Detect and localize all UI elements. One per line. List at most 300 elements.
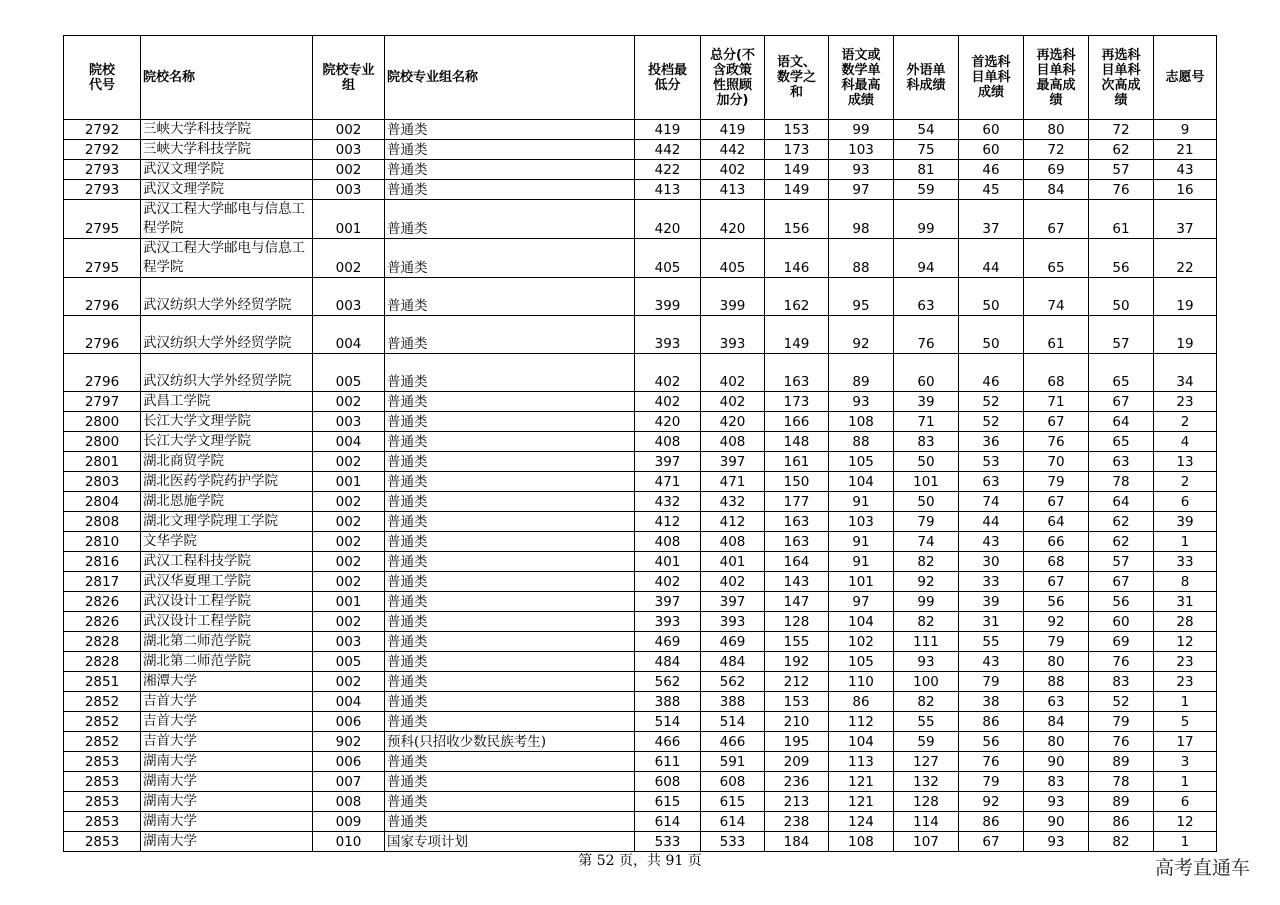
cell-min-score: 402 [635, 354, 701, 392]
cell-chinese-math-sum: 236 [765, 772, 829, 792]
cell-preference-no: 39 [1154, 512, 1217, 532]
cell-foreign-language: 54 [894, 120, 959, 140]
cell-total-score: 469 [701, 632, 765, 652]
cell-elective-second: 62 [1089, 512, 1154, 532]
cell-elective-max: 67 [1024, 200, 1089, 239]
cell-elective-second: 76 [1089, 180, 1154, 200]
cell-preference-no: 19 [1154, 278, 1217, 316]
cell-total-score: 413 [701, 180, 765, 200]
cell-foreign-language: 75 [894, 140, 959, 160]
cell-elective-second: 62 [1089, 140, 1154, 160]
cell-school-name: 吉首大学 [141, 712, 313, 732]
table-row [64, 354, 1217, 392]
cell-first-subject: 43 [959, 652, 1024, 672]
cell-total-score: 432 [701, 492, 765, 512]
cell-school-name: 武汉文理学院 [141, 160, 313, 180]
cell-school-code: 2828 [64, 632, 141, 652]
header-row [64, 36, 1217, 120]
header-first-subject: 首选科 目单科 成绩 [959, 36, 1024, 120]
cell-chinese-math-max: 121 [829, 772, 894, 792]
cell-total-score: 397 [701, 592, 765, 612]
page-number: 第 52 页，共 91 页 [578, 853, 702, 869]
cell-chinese-math-max: 101 [829, 572, 894, 592]
cell-preference-no: 1 [1154, 832, 1217, 852]
cell-chinese-math-sum: 155 [765, 632, 829, 652]
table-row [64, 712, 1217, 732]
cell-major-group: 006 [313, 712, 385, 732]
cell-major-group-name: 国家专项计划 [385, 832, 635, 852]
cell-foreign-language: 99 [894, 200, 959, 239]
cell-chinese-math-max: 108 [829, 832, 894, 852]
cell-min-score: 399 [635, 278, 701, 316]
cell-foreign-language: 107 [894, 832, 959, 852]
cell-chinese-math-max: 91 [829, 492, 894, 512]
cell-total-score: 514 [701, 712, 765, 732]
cell-min-score: 466 [635, 732, 701, 752]
cell-chinese-math-sum: 146 [765, 239, 829, 278]
cell-total-score: 397 [701, 452, 765, 472]
cell-first-subject: 60 [959, 140, 1024, 160]
cell-school-name: 湖北第二师范学院 [141, 652, 313, 672]
table-row [64, 792, 1217, 812]
cell-major-group: 002 [313, 552, 385, 572]
table-row [64, 180, 1217, 200]
cell-school-name: 长江大学文理学院 [141, 412, 313, 432]
cell-school-name: 湖北文理学院理工学院 [141, 512, 313, 532]
cell-major-group-name: 普通类 [385, 632, 635, 652]
cell-foreign-language: 59 [894, 732, 959, 752]
cell-foreign-language: 55 [894, 712, 959, 732]
table-row [64, 672, 1217, 692]
cell-school-name: 湖南大学 [141, 832, 313, 852]
cell-foreign-language: 74 [894, 532, 959, 552]
cell-chinese-math-sum: 156 [765, 200, 829, 239]
cell-total-score: 615 [701, 792, 765, 812]
cell-preference-no: 9 [1154, 120, 1217, 140]
cell-major-group-name: 普通类 [385, 412, 635, 432]
cell-school-code: 2800 [64, 412, 141, 432]
cell-preference-no: 1 [1154, 532, 1217, 552]
cell-school-code: 2853 [64, 812, 141, 832]
cell-school-code: 2796 [64, 354, 141, 392]
cell-chinese-math-sum: 213 [765, 792, 829, 812]
header-elective-second: 再选科 目单科 次高成 绩 [1089, 36, 1154, 120]
cell-major-group-name: 普通类 [385, 772, 635, 792]
cell-elective-max: 92 [1024, 612, 1089, 632]
cell-chinese-math-max: 113 [829, 752, 894, 772]
cell-foreign-language: 92 [894, 572, 959, 592]
header-min-score: 投档最 低分 [635, 36, 701, 120]
cell-elective-second: 83 [1089, 672, 1154, 692]
cell-chinese-math-sum: 163 [765, 512, 829, 532]
cell-chinese-math-max: 91 [829, 532, 894, 552]
table-body [64, 120, 1217, 852]
cell-major-group: 001 [313, 472, 385, 492]
cell-min-score: 562 [635, 672, 701, 692]
cell-chinese-math-sum: 210 [765, 712, 829, 732]
cell-elective-max: 93 [1024, 792, 1089, 812]
table-row [64, 812, 1217, 832]
cell-school-code: 2796 [64, 278, 141, 316]
cell-chinese-math-max: 99 [829, 120, 894, 140]
cell-school-code: 2817 [64, 572, 141, 592]
cell-preference-no: 31 [1154, 592, 1217, 612]
cell-school-code: 2816 [64, 552, 141, 572]
table-row [64, 652, 1217, 672]
cell-elective-second: 79 [1089, 712, 1154, 732]
cell-major-group: 003 [313, 180, 385, 200]
cell-school-code: 2793 [64, 180, 141, 200]
cell-school-code: 2852 [64, 712, 141, 732]
cell-chinese-math-max: 112 [829, 712, 894, 732]
cell-school-name: 湖南大学 [141, 792, 313, 812]
cell-min-score: 412 [635, 512, 701, 532]
table-row [64, 732, 1217, 752]
cell-foreign-language: 60 [894, 354, 959, 392]
cell-school-name: 湖南大学 [141, 752, 313, 772]
cell-school-name: 武汉设计工程学院 [141, 612, 313, 632]
cell-chinese-math-max: 92 [829, 316, 894, 354]
cell-elective-max: 80 [1024, 732, 1089, 752]
cell-elective-max: 84 [1024, 712, 1089, 732]
cell-chinese-math-max: 105 [829, 652, 894, 672]
cell-foreign-language: 76 [894, 316, 959, 354]
cell-elective-max: 90 [1024, 752, 1089, 772]
cell-chinese-math-max: 88 [829, 432, 894, 452]
cell-school-name: 武汉工程科技学院 [141, 552, 313, 572]
cell-school-code: 2804 [64, 492, 141, 512]
cell-first-subject: 46 [959, 160, 1024, 180]
cell-first-subject: 43 [959, 532, 1024, 552]
cell-major-group-name: 普通类 [385, 278, 635, 316]
cell-elective-max: 61 [1024, 316, 1089, 354]
cell-total-score: 466 [701, 732, 765, 752]
cell-elective-second: 89 [1089, 752, 1154, 772]
cell-major-group-name: 预科(只招收少数民族考生) [385, 732, 635, 752]
table-row [64, 200, 1217, 239]
cell-school-name: 吉首大学 [141, 732, 313, 752]
cell-chinese-math-sum: 173 [765, 140, 829, 160]
cell-elective-second: 56 [1089, 592, 1154, 612]
cell-min-score: 405 [635, 239, 701, 278]
cell-first-subject: 92 [959, 792, 1024, 812]
cell-elective-max: 90 [1024, 812, 1089, 832]
cell-elective-second: 65 [1089, 354, 1154, 392]
cell-school-name: 三峡大学科技学院 [141, 120, 313, 140]
cell-chinese-math-sum: 163 [765, 354, 829, 392]
cell-chinese-math-sum: 166 [765, 412, 829, 432]
table-row [64, 316, 1217, 354]
cell-preference-no: 22 [1154, 239, 1217, 278]
cell-chinese-math-sum: 192 [765, 652, 829, 672]
cell-school-name: 湖南大学 [141, 772, 313, 792]
cell-foreign-language: 82 [894, 612, 959, 632]
cell-preference-no: 12 [1154, 632, 1217, 652]
cell-first-subject: 76 [959, 752, 1024, 772]
cell-chinese-math-max: 103 [829, 140, 894, 160]
cell-total-score: 408 [701, 532, 765, 552]
cell-school-name: 三峡大学科技学院 [141, 140, 313, 160]
cell-chinese-math-max: 93 [829, 160, 894, 180]
cell-chinese-math-sum: 238 [765, 812, 829, 832]
cell-total-score: 562 [701, 672, 765, 692]
cell-first-subject: 31 [959, 612, 1024, 632]
cell-preference-no: 6 [1154, 492, 1217, 512]
cell-first-subject: 60 [959, 120, 1024, 140]
cell-first-subject: 30 [959, 552, 1024, 572]
cell-school-code: 2852 [64, 692, 141, 712]
cell-major-group: 004 [313, 432, 385, 452]
cell-first-subject: 44 [959, 239, 1024, 278]
cell-min-score: 471 [635, 472, 701, 492]
cell-major-group-name: 普通类 [385, 492, 635, 512]
cell-school-code: 2851 [64, 672, 141, 692]
cell-chinese-math-max: 104 [829, 612, 894, 632]
cell-preference-no: 23 [1154, 672, 1217, 692]
cell-school-code: 2793 [64, 160, 141, 180]
cell-major-group-name: 普通类 [385, 200, 635, 239]
cell-preference-no: 23 [1154, 652, 1217, 672]
cell-elective-second: 72 [1089, 120, 1154, 140]
cell-elective-second: 67 [1089, 392, 1154, 412]
cell-major-group-name: 普通类 [385, 552, 635, 572]
cell-major-group: 001 [313, 200, 385, 239]
cell-foreign-language: 94 [894, 239, 959, 278]
cell-school-name: 武汉纺织大学外经贸学院 [141, 278, 313, 316]
table-row [64, 120, 1217, 140]
header-preference-no: 志愿号 [1154, 36, 1217, 120]
cell-chinese-math-max: 97 [829, 592, 894, 612]
cell-school-name: 长江大学文理学院 [141, 432, 313, 452]
cell-school-code: 2828 [64, 652, 141, 672]
cell-total-score: 408 [701, 432, 765, 452]
cell-foreign-language: 50 [894, 452, 959, 472]
cell-major-group: 002 [313, 160, 385, 180]
cell-elective-second: 63 [1089, 452, 1154, 472]
cell-chinese-math-sum: 153 [765, 692, 829, 712]
cell-elective-second: 61 [1089, 200, 1154, 239]
cell-preference-no: 8 [1154, 572, 1217, 592]
cell-first-subject: 86 [959, 712, 1024, 732]
cell-first-subject: 52 [959, 412, 1024, 432]
cell-school-name: 武汉工程大学邮电与信息工程学院 [141, 200, 313, 239]
cell-first-subject: 55 [959, 632, 1024, 652]
cell-major-group-name: 普通类 [385, 712, 635, 732]
cell-school-code: 2826 [64, 612, 141, 632]
cell-major-group-name: 普通类 [385, 532, 635, 552]
cell-major-group: 003 [313, 412, 385, 432]
cell-first-subject: 79 [959, 672, 1024, 692]
table-row [64, 752, 1217, 772]
table-row [64, 692, 1217, 712]
cell-chinese-math-max: 121 [829, 792, 894, 812]
cell-major-group: 007 [313, 772, 385, 792]
cell-chinese-math-sum: 150 [765, 472, 829, 492]
cell-total-score: 608 [701, 772, 765, 792]
cell-min-score: 484 [635, 652, 701, 672]
cell-major-group-name: 普通类 [385, 392, 635, 412]
cell-major-group: 005 [313, 354, 385, 392]
cell-elective-second: 76 [1089, 652, 1154, 672]
cell-chinese-math-sum: 153 [765, 120, 829, 140]
cell-first-subject: 53 [959, 452, 1024, 472]
cell-elective-second: 69 [1089, 632, 1154, 652]
cell-min-score: 402 [635, 572, 701, 592]
cell-school-name: 武汉工程大学邮电与信息工程学院 [141, 239, 313, 278]
cell-foreign-language: 114 [894, 812, 959, 832]
cell-elective-second: 64 [1089, 492, 1154, 512]
cell-total-score: 412 [701, 512, 765, 532]
header-school-code: 院校 代号 [64, 36, 141, 120]
header-elective-max: 再选科 目单科 最高成 绩 [1024, 36, 1089, 120]
cell-school-code: 2801 [64, 452, 141, 472]
cell-elective-max: 63 [1024, 692, 1089, 712]
cell-school-name: 武汉纺织大学外经贸学院 [141, 316, 313, 354]
cell-first-subject: 44 [959, 512, 1024, 532]
cell-chinese-math-sum: 128 [765, 612, 829, 632]
cell-major-group-name: 普通类 [385, 752, 635, 772]
cell-min-score: 388 [635, 692, 701, 712]
cell-min-score: 397 [635, 592, 701, 612]
cell-elective-max: 71 [1024, 392, 1089, 412]
table-row [64, 572, 1217, 592]
cell-school-name: 湖北医药学院药护学院 [141, 472, 313, 492]
cell-chinese-math-max: 104 [829, 732, 894, 752]
cell-total-score: 402 [701, 572, 765, 592]
cell-major-group: 003 [313, 632, 385, 652]
cell-min-score: 422 [635, 160, 701, 180]
cell-total-score: 484 [701, 652, 765, 672]
cell-chinese-math-sum: 161 [765, 452, 829, 472]
cell-total-score: 442 [701, 140, 765, 160]
watermark: 高考直通车 [1154, 857, 1250, 879]
cell-major-group: 004 [313, 316, 385, 354]
cell-elective-max: 68 [1024, 354, 1089, 392]
cell-chinese-math-sum: 173 [765, 392, 829, 412]
table-row [64, 612, 1217, 632]
cell-first-subject: 86 [959, 812, 1024, 832]
cell-school-code: 2803 [64, 472, 141, 492]
cell-preference-no: 21 [1154, 140, 1217, 160]
cell-school-code: 2800 [64, 432, 141, 452]
cell-preference-no: 1 [1154, 772, 1217, 792]
cell-min-score: 393 [635, 612, 701, 632]
cell-elective-second: 82 [1089, 832, 1154, 852]
cell-preference-no: 17 [1154, 732, 1217, 752]
cell-chinese-math-sum: 177 [765, 492, 829, 512]
cell-foreign-language: 127 [894, 752, 959, 772]
cell-school-code: 2853 [64, 832, 141, 852]
cell-total-score: 419 [701, 120, 765, 140]
cell-foreign-language: 100 [894, 672, 959, 692]
cell-school-code: 2792 [64, 140, 141, 160]
cell-foreign-language: 81 [894, 160, 959, 180]
cell-elective-second: 78 [1089, 772, 1154, 792]
cell-elective-max: 67 [1024, 412, 1089, 432]
cell-elective-max: 64 [1024, 512, 1089, 532]
cell-chinese-math-max: 97 [829, 180, 894, 200]
cell-first-subject: 67 [959, 832, 1024, 852]
table-row [64, 492, 1217, 512]
header-foreign-language: 外语单 科成绩 [894, 36, 959, 120]
cell-chinese-math-sum: 195 [765, 732, 829, 752]
cell-chinese-math-sum: 163 [765, 532, 829, 552]
cell-preference-no: 13 [1154, 452, 1217, 472]
cell-chinese-math-max: 108 [829, 412, 894, 432]
cell-school-code: 2808 [64, 512, 141, 532]
cell-school-name: 武汉纺织大学外经贸学院 [141, 354, 313, 392]
cell-major-group: 008 [313, 792, 385, 812]
cell-elective-max: 88 [1024, 672, 1089, 692]
cell-elective-max: 56 [1024, 592, 1089, 612]
cell-preference-no: 37 [1154, 200, 1217, 239]
cell-preference-no: 19 [1154, 316, 1217, 354]
cell-first-subject: 74 [959, 492, 1024, 512]
cell-school-code: 2852 [64, 732, 141, 752]
cell-chinese-math-max: 124 [829, 812, 894, 832]
cell-major-group: 002 [313, 452, 385, 472]
cell-first-subject: 50 [959, 316, 1024, 354]
table-row [64, 512, 1217, 532]
cell-total-score: 401 [701, 552, 765, 572]
cell-elective-second: 89 [1089, 792, 1154, 812]
cell-elective-second: 67 [1089, 572, 1154, 592]
cell-chinese-math-max: 93 [829, 392, 894, 412]
cell-total-score: 614 [701, 812, 765, 832]
cell-total-score: 471 [701, 472, 765, 492]
cell-min-score: 402 [635, 392, 701, 412]
cell-elective-max: 74 [1024, 278, 1089, 316]
cell-preference-no: 12 [1154, 812, 1217, 832]
cell-major-group-name: 普通类 [385, 512, 635, 532]
cell-chinese-math-max: 88 [829, 239, 894, 278]
cell-chinese-math-max: 103 [829, 512, 894, 532]
cell-min-score: 533 [635, 832, 701, 852]
cell-elective-max: 79 [1024, 472, 1089, 492]
header-total-score: 总分(不 含政策 性照顾 加分) [701, 36, 765, 120]
cell-foreign-language: 128 [894, 792, 959, 812]
cell-school-code: 2796 [64, 316, 141, 354]
cell-total-score: 591 [701, 752, 765, 772]
cell-school-code: 2826 [64, 592, 141, 612]
cell-chinese-math-sum: 147 [765, 592, 829, 612]
cell-preference-no: 4 [1154, 432, 1217, 452]
cell-min-score: 420 [635, 200, 701, 239]
cell-major-group: 003 [313, 278, 385, 316]
cell-preference-no: 28 [1154, 612, 1217, 632]
cell-total-score: 393 [701, 612, 765, 632]
cell-foreign-language: 111 [894, 632, 959, 652]
cell-first-subject: 52 [959, 392, 1024, 412]
cell-total-score: 393 [701, 316, 765, 354]
cell-chinese-math-sum: 162 [765, 278, 829, 316]
table-row [64, 832, 1217, 852]
cell-preference-no: 43 [1154, 160, 1217, 180]
cell-chinese-math-sum: 143 [765, 572, 829, 592]
cell-school-code: 2797 [64, 392, 141, 412]
cell-total-score: 420 [701, 412, 765, 432]
cell-school-name: 文华学院 [141, 532, 313, 552]
cell-major-group: 002 [313, 492, 385, 512]
cell-school-name: 吉首大学 [141, 692, 313, 712]
table-row [64, 592, 1217, 612]
cell-preference-no: 2 [1154, 412, 1217, 432]
cell-major-group: 002 [313, 392, 385, 412]
cell-chinese-math-max: 104 [829, 472, 894, 492]
cell-elective-second: 86 [1089, 812, 1154, 832]
cell-elective-second: 76 [1089, 732, 1154, 752]
cell-major-group: 001 [313, 592, 385, 612]
